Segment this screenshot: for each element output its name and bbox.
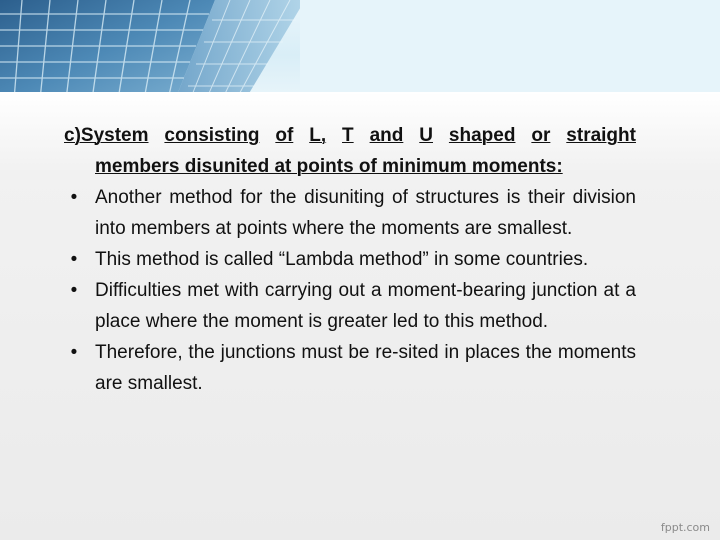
heading-word: consisting [164, 125, 260, 146]
bullet-text: Therefore, the junctions must be re-sited in places the moments are smallest. [95, 342, 636, 394]
heading-word: of [275, 125, 294, 146]
bullet-item [64, 275, 636, 337]
heading-word: or [531, 125, 551, 146]
heading-word: shaped [448, 125, 516, 146]
bullet-icon: • [70, 342, 78, 363]
bullet-icon: • [70, 249, 78, 270]
heading-word: and [369, 125, 404, 146]
heading-word: c)System [64, 125, 149, 146]
slide-heading [64, 120, 636, 151]
bullet-icon: • [70, 187, 78, 208]
bullet-text: This method is called “Lambda method” in some countries. [95, 249, 589, 270]
bullet-list [64, 182, 636, 399]
heading-word: U [419, 125, 433, 146]
heading-word: straight [566, 125, 636, 146]
bullet-icon: • [70, 280, 78, 301]
slide-heading-continuation: members disunited at points of minimum moments: [95, 156, 563, 177]
bullet-item [64, 244, 636, 275]
heading-word: L, [309, 125, 327, 146]
building-facade-image [0, 0, 720, 100]
slide-body [64, 120, 636, 399]
bullet-item [64, 182, 636, 244]
bullet-text: Another method for the disuniting of structures is their division into members at points where the moments are smallest. [95, 187, 636, 239]
building-photo-banner [0, 0, 720, 100]
bullet-text: Difficulties met with carrying out a moment-bearing junction at a place where the moment is greater led to this method. [95, 280, 636, 332]
heading-word: T [342, 125, 354, 146]
watermark-text: fppt.com [660, 521, 710, 534]
bullet-item [64, 337, 636, 399]
